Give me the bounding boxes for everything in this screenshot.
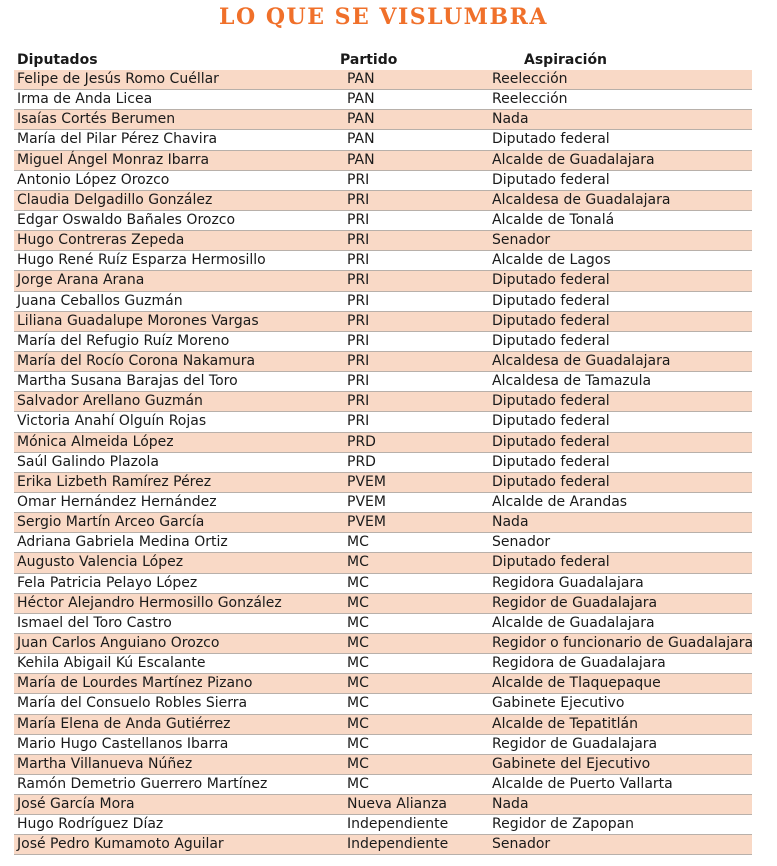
cell-partido: MC [347,634,369,651]
cell-partido: MC [347,574,369,591]
cell-diputado: María de Lourdes Martínez Pizano [17,675,253,692]
cell-aspiracion: Diputado federal [492,332,610,349]
cell-aspiracion: Alcalde de Guadalajara [492,614,655,631]
cell-partido: PRI [347,332,370,349]
cell-partido: Nueva Alianza [347,796,448,813]
cell-partido: PRI [347,191,370,208]
cell-diputado: Edgar Oswaldo Bañales Orozco [17,211,236,228]
cell-diputado: Mónica Almeida López [17,433,174,450]
cell-aspiracion: Diputado federal [492,292,610,309]
cell-diputado: María del Rocío Corona Nakamura [17,352,256,369]
table-row [14,412,752,432]
table-row [14,553,752,573]
cell-partido: PRI [347,232,370,249]
cell-diputado: Ramón Demetrio Guerrero Martínez [17,775,268,792]
cell-aspiracion: Alcalde de Puerto Vallarta [492,775,673,792]
cell-partido: PVEM [347,473,386,490]
page-title: LO QUE SE VISLUMBRA [219,4,548,30]
table-row [14,312,752,332]
cell-partido: PRI [347,393,370,410]
cell-diputado: Hugo Contreras Zepeda [17,232,185,249]
cell-diputado: Martha Villanueva Núñez [17,755,193,772]
cell-diputado: Jorge Arana Arana [17,272,145,289]
cell-aspiracion: Diputado federal [492,413,610,430]
table-row [14,614,752,634]
table-row [14,735,752,755]
cell-aspiracion: Reelección [492,91,568,108]
cell-partido: PRI [347,171,370,188]
cell-diputado: Sergio Martín Arceo García [17,514,205,531]
cell-diputado: Ismael del Toro Castro [17,614,172,631]
cell-aspiracion: Diputado federal [492,393,610,410]
cell-diputado: Felipe de Jesús Romo Cuéllar [17,71,219,87]
cell-aspiracion: Alcalde de Arandas [492,493,628,510]
cell-diputado: Martha Susana Barajas del Toro [17,373,238,390]
cell-partido: PAN [347,71,375,87]
table-row [14,151,752,171]
cell-diputado: Hugo Rodríguez Díaz [17,816,164,833]
cell-partido: MC [347,735,369,752]
cell-diputado: Hugo René Ruíz Esparza Hermosillo [17,252,266,269]
cell-diputado: María del Consuelo Robles Sierra [17,695,248,712]
cell-diputado: Juan Carlos Anguiano Orozco [17,634,220,651]
cell-partido: MC [347,775,369,792]
cell-aspiracion: Diputado federal [492,433,610,450]
cell-partido: MC [347,695,369,712]
cell-partido: PRD [347,453,376,470]
table-row [14,90,752,110]
table-row [14,110,752,130]
cell-diputado: Erika Lizbeth Ramírez Pérez [17,473,212,490]
table-row [14,634,752,654]
table-row [14,453,752,473]
table-row [14,352,752,372]
cell-partido: PAN [347,151,375,168]
cell-aspiracion: Diputado federal [492,131,610,148]
cell-diputado: María Elena de Anda Gutiérrez [17,715,231,732]
table-row [14,815,752,835]
cell-partido: PRI [347,252,370,269]
table-row [14,251,752,271]
cell-aspiracion: Gabinete del Ejecutivo [492,755,651,772]
cell-aspiracion: Alcalde de Tepatitlán [492,715,638,732]
cell-aspiracion: Senador [492,836,551,853]
cell-diputado: Augusto Valencia López [17,554,184,571]
cell-partido: MC [347,715,369,732]
cell-aspiracion: Regidor de Zapopan [492,816,635,833]
table-row [14,332,752,352]
cell-aspiracion: Regidor de Guadalajara [492,594,658,611]
header-partido: Partido [340,52,398,68]
cell-diputado: Mario Hugo Castellanos Ibarra [17,735,229,752]
table-row [14,271,752,291]
cell-aspiracion: Alcalde de Tlaquepaque [492,675,661,692]
table-row [14,493,752,513]
cell-diputado: José García Mora [17,796,135,813]
cell-diputado: Omar Hernández Hernández [17,493,217,510]
cell-aspiracion: Diputado federal [492,473,610,490]
cell-diputado: Victoria Anahí Olguín Rojas [17,413,207,430]
table-row [14,231,752,251]
cell-aspiracion: Regidora de Guadalajara [492,655,666,672]
cell-partido: MC [347,594,369,611]
cell-aspiracion: Alcaldesa de Tamazula [492,373,652,390]
table-row [14,292,752,312]
table-row [14,694,752,714]
cell-partido: Independiente [347,816,449,833]
cell-diputado: Irma de Anda Licea [17,91,153,108]
cell-diputado: Fela Patricia Pelayo López [17,574,198,591]
cell-diputado: Saúl Galindo Plazola [17,453,159,470]
cell-partido: MC [347,614,369,631]
cell-partido: PRD [347,433,376,450]
cell-diputado: María del Pilar Pérez Chavira [17,131,218,148]
cell-diputado: María del Refugio Ruíz Moreno [17,332,230,349]
cell-partido: MC [347,755,369,772]
cell-partido: PRI [347,292,370,309]
table-row [14,775,752,795]
cell-aspiracion: Regidor de Guadalajara [492,735,658,752]
header-diputados: Diputados [17,52,98,68]
cell-partido: PRI [347,312,370,329]
cell-diputado: Juana Ceballos Guzmán [17,292,183,309]
cell-aspiracion: Alcalde de Tonalá [492,211,615,228]
cell-aspiracion: Diputado federal [492,554,610,571]
cell-partido: MC [347,554,369,571]
cell-partido: MC [347,655,369,672]
cell-partido: MC [347,675,369,692]
cell-partido: PAN [347,111,375,128]
table-row [14,513,752,533]
cell-aspiracion: Alcaldesa de Guadalajara [492,352,671,369]
cell-partido: PRI [347,413,370,430]
table-row [14,392,752,412]
cell-aspiracion: Nada [492,796,529,813]
cell-partido: PVEM [347,514,386,531]
cell-partido: PRI [347,272,370,289]
cell-partido: PRI [347,352,370,369]
cell-diputado: Liliana Guadalupe Morones Vargas [17,312,259,329]
table-row [14,574,752,594]
table-row [14,473,752,493]
cell-diputado: Adriana Gabriela Medina Ortiz [17,534,228,551]
cell-partido: MC [347,534,369,551]
table-row [14,130,752,150]
cell-aspiracion: Gabinete Ejecutivo [492,695,625,712]
cell-aspiracion: Nada [492,514,529,531]
cell-partido: PRI [347,373,370,390]
cell-diputado: Héctor Alejandro Hermosillo González [17,594,282,611]
table-row [14,835,752,855]
cell-partido: PRI [347,211,370,228]
cell-aspiracion: Senador [492,534,551,551]
cell-aspiracion: Alcalde de Guadalajara [492,151,655,168]
cell-aspiracion: Senador [492,232,551,249]
table-row [14,795,752,815]
cell-aspiracion: Diputado federal [492,312,610,329]
cell-aspiracion: Regidora Guadalajara [492,574,644,591]
table-row [14,755,752,775]
table-row [14,211,752,231]
cell-aspiracion: Diputado federal [492,272,610,289]
table-row [14,715,752,735]
table-row [14,674,752,694]
table-row [14,433,752,453]
cell-aspiracion: Reelección [492,71,568,87]
table-row [14,654,752,674]
table-row [14,171,752,191]
table-header [0,50,777,70]
cell-diputado: Miguel Ángel Monraz Ibarra [17,151,210,168]
table-body [14,70,752,855]
cell-aspiracion: Diputado federal [492,453,610,470]
cell-aspiracion: Nada [492,111,529,128]
cell-partido: PAN [347,91,375,108]
table-row [14,594,752,614]
table-row [14,70,752,90]
cell-aspiracion: Regidor o funcionario de Guadalajara [492,634,754,651]
cell-partido: Independiente [347,836,449,853]
cell-aspiracion: Diputado federal [492,171,610,188]
table-row [14,372,752,392]
cell-partido: PAN [347,131,375,148]
table-row [14,191,752,211]
cell-partido: PVEM [347,493,386,510]
cell-diputado: Kehila Abigail Kú Escalante [17,655,206,672]
table-row [14,533,752,553]
cell-aspiracion: Alcalde de Lagos [492,252,611,269]
cell-diputado: José Pedro Kumamoto Aguilar [17,836,224,853]
header-aspiracion: Aspiración [524,52,608,68]
cell-diputado: Antonio López Orozco [17,171,170,188]
cell-aspiracion: Alcaldesa de Guadalajara [492,191,671,208]
cell-diputado: Claudia Delgadillo González [17,191,213,208]
cell-diputado: Isaías Cortés Berumen [17,111,176,128]
cell-diputado: Salvador Arellano Guzmán [17,393,203,410]
